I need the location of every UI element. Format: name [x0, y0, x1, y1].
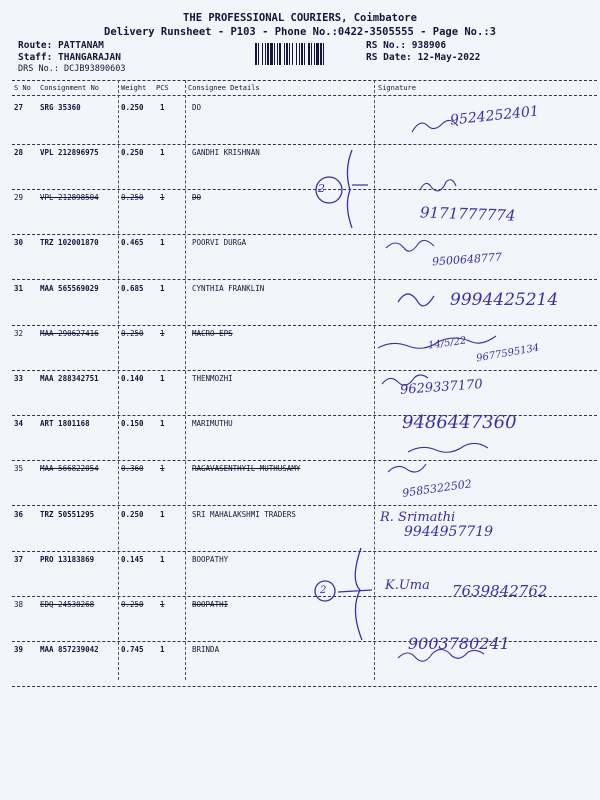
row-weight: 0.745: [121, 645, 144, 654]
row-consignee: MACRO EPS: [192, 329, 233, 338]
row-sno: 36: [14, 510, 24, 519]
row-consignment: MAA 566822054: [40, 464, 99, 473]
row-consignment: SRG 35360: [40, 103, 81, 112]
row-signature: 9486447360: [402, 412, 517, 433]
row-consignment: MAA 857239042: [40, 645, 99, 654]
runsheet-subtitle: Delivery Runsheet - P103 - Phone No.:0422-3505555 - Page No.:3: [104, 26, 496, 38]
row-signature: 9677595134: [475, 342, 541, 365]
row-sno: 27: [14, 103, 24, 112]
route: Route: PATTANAM: [18, 40, 104, 51]
ink-brace-2: [355, 548, 362, 640]
row-sno: 29: [14, 193, 24, 202]
row-pcs: 1: [160, 329, 165, 338]
row-weight: 0.250: [121, 329, 144, 338]
ink-brace-1: [347, 150, 352, 228]
row-pcs: 1: [160, 374, 165, 383]
col-weight: Weight: [121, 84, 147, 92]
date-note: 14/5/22: [427, 335, 468, 352]
row-sno: 33: [14, 374, 24, 383]
scribble-29: [420, 180, 456, 191]
col-consignee: Consignee Details: [188, 84, 260, 92]
name-36: R. Srimathi: [380, 510, 456, 525]
row-sno: 31: [14, 284, 24, 293]
row-sno: 30: [14, 238, 24, 247]
ink-arrow-2: [338, 590, 372, 592]
row-signature: 9585322502: [401, 477, 473, 500]
row-weight: 0.145: [121, 555, 144, 564]
row-sno: 35: [14, 464, 24, 473]
row-pcs: 1: [160, 238, 165, 247]
row-consignee: BOOPATHI: [192, 600, 229, 609]
row-signature: 9994425214: [450, 290, 559, 310]
row-consignee: DO: [192, 193, 202, 202]
row-consignment: ART 1801168: [40, 419, 90, 428]
col-signature: Signature: [378, 84, 416, 92]
row-consignment: VPL 212898504: [40, 193, 99, 202]
col-sno: S No: [14, 84, 31, 92]
rs-number: RS No.: 938906: [366, 40, 447, 51]
row-signature: 9629337170: [399, 377, 484, 398]
row-weight: 0.465: [121, 238, 144, 247]
row-pcs: 1: [160, 555, 165, 564]
scribble-35a: [408, 443, 488, 452]
row-pcs: 1: [160, 193, 165, 202]
scribble-33: [382, 375, 428, 385]
group-mark-1: 2: [318, 182, 325, 195]
row-consignee: BRINDA: [192, 645, 220, 654]
row-weight: 0.140: [121, 374, 144, 383]
row-sno: 34: [14, 419, 24, 428]
row-pcs: 1: [160, 284, 165, 293]
row-signature: 9171777774: [419, 203, 516, 225]
staff-label: Staff:: [18, 52, 59, 63]
staff-name: THANGARAJAN: [58, 52, 121, 63]
row-weight: 0.250: [121, 600, 144, 609]
row-consignee: DO: [192, 103, 202, 112]
row-pcs: 1: [160, 103, 165, 112]
row-weight: 0.250: [121, 148, 144, 157]
row-consignee: SRI MAHALAKSHMI TRADERS: [192, 510, 296, 519]
scribble-39: [398, 649, 484, 661]
row-sno: 37: [14, 555, 24, 564]
col-pcs: PCS: [156, 84, 169, 92]
drs-number: DRS No.: DCJB93890603: [18, 64, 126, 74]
row-pcs: 1: [160, 464, 165, 473]
row-pcs: 1: [160, 645, 165, 654]
row-pcs: 1: [160, 419, 165, 428]
scribble-35b: [388, 464, 426, 472]
row-signature: 9524252401: [449, 103, 540, 129]
company-title: THE PROFESSIONAL COURIERS, Coimbatore: [183, 12, 417, 24]
row-weight: 0.250: [121, 103, 144, 112]
row-signature: 7639842762: [452, 582, 548, 600]
row-consignment: MAA 290627416: [40, 329, 99, 338]
row-weight: 0.360: [121, 464, 144, 473]
row-pcs: 1: [160, 600, 165, 609]
row-pcs: 1: [160, 148, 165, 157]
row-weight: 0.685: [121, 284, 144, 293]
row-consignee: CYNTHIA FRANKLIN: [192, 284, 265, 293]
row-consignee: BOOPATHY: [192, 555, 229, 564]
row-consignee: POORVI DURGA: [192, 238, 247, 247]
scribble-31: [398, 294, 434, 306]
row-signature: 9944957719: [404, 524, 494, 540]
row-sno: 28: [14, 148, 24, 157]
row-consignment: MAA 288342751: [40, 374, 99, 383]
row-weight: 0.250: [121, 193, 144, 202]
row-consignment: TRZ 50551295: [40, 510, 95, 519]
row-signature: 9003780241: [408, 634, 510, 653]
row-consignee: MARIMUTHU: [192, 419, 233, 428]
row-pcs: 1: [160, 510, 165, 519]
row-consignee: THENMOZHI: [192, 374, 233, 383]
row-consignment: EDQ 24530268: [40, 600, 95, 609]
row-consignment: PRO 13183869: [40, 555, 95, 564]
row-sno: 38: [14, 600, 24, 609]
row-sno: 39: [14, 645, 24, 654]
row-sno: 32: [14, 329, 24, 338]
row-weight: 0.250: [121, 510, 144, 519]
row-consignee: RAGAVASENTHYIL MUTHUSAMY: [192, 464, 301, 473]
rs-date: RS Date: 12-May-2022: [366, 52, 481, 63]
name-37: K.Uma: [385, 578, 430, 593]
row-consignment: MAA 565569029: [40, 284, 99, 293]
group-mark-2: 2: [320, 585, 327, 596]
row-consignee: GANDHI KRISHNAN: [192, 148, 260, 157]
row-consignment: TRZ 102001870: [40, 238, 99, 247]
col-consignment: Consignment No: [40, 84, 100, 92]
scribble-30: [386, 240, 434, 251]
scribble-27: [412, 120, 458, 132]
row-consignment: VPL 212896975: [40, 148, 99, 157]
row-weight: 0.150: [121, 419, 144, 428]
row-signature: 9500648777: [431, 250, 503, 269]
